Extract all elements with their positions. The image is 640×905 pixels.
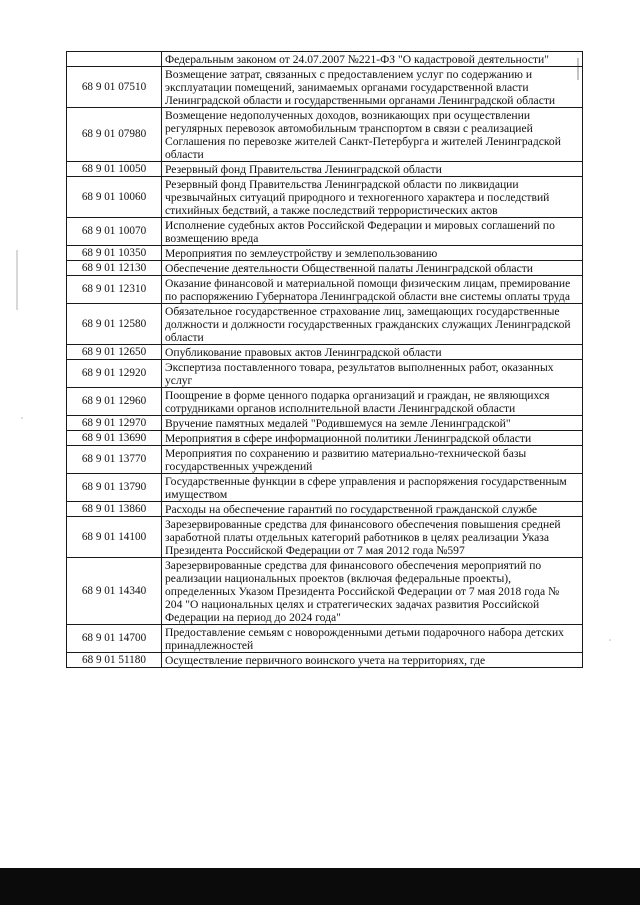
expense-description-cell: Оказание финансовой и материальной помощи физическим лицам, премирование по распоряжению Губернатора Ленинградской области вне системы оплаты труда [162, 276, 583, 304]
budget-code-table [66, 51, 583, 668]
classification-code-cell: 68 9 01 07510 [67, 67, 162, 108]
classification-code-cell: 68 9 01 13860 [67, 502, 162, 517]
classification-code-cell: 68 9 01 14700 [67, 625, 162, 653]
table-row [67, 653, 583, 668]
table-row [67, 52, 583, 67]
expense-description-cell: Поощрение в форме ценного подарка организаций и граждан, не являющихся сотрудниками органов исполнительной власти Ленинградской области [162, 388, 583, 416]
table-row [67, 625, 583, 653]
classification-code-cell: 68 9 01 10050 [67, 162, 162, 177]
expense-description-cell: Вручение памятных медалей "Родившемуся на земле Ленинградской" [162, 416, 583, 431]
expense-description-cell: Осуществление первичного воинского учета на территориях, где [162, 653, 583, 668]
table-row [67, 246, 583, 261]
expense-description-cell: Обязательное государственное страхование лиц, замещающих государственные должности и должности государственных гражданских служащих Ленинградской области [162, 304, 583, 345]
classification-code-cell: 68 9 01 13770 [67, 446, 162, 474]
table-row [67, 261, 583, 276]
table-row [67, 558, 583, 625]
table-row [67, 474, 583, 502]
classification-code-cell: 68 9 01 10070 [67, 218, 162, 246]
table-row [67, 416, 583, 431]
table-row [67, 431, 583, 446]
expense-description-cell: Обеспечение деятельности Общественной палаты Ленинградской области [162, 261, 583, 276]
classification-code-cell: 68 9 01 13790 [67, 474, 162, 502]
classification-code-cell: 68 9 01 12970 [67, 416, 162, 431]
scan-edge-mark [16, 250, 18, 310]
classification-code-cell: 68 9 01 13690 [67, 431, 162, 446]
classification-code-cell: 68 9 01 07980 [67, 108, 162, 162]
expense-description-cell: Резервный фонд Правительства Ленинградской области [162, 162, 583, 177]
classification-code-cell: 68 9 01 12920 [67, 360, 162, 388]
table-row [67, 345, 583, 360]
expense-description-cell: Предоставление семьям с новорожденными детьми подарочного набора детских принадлежностей [162, 625, 583, 653]
classification-code-cell: 68 9 01 14340 [67, 558, 162, 625]
classification-code-cell: 68 9 01 10350 [67, 246, 162, 261]
expense-description-cell: Возмещение затрат, связанных с предоставлением услуг по содержанию и эксплуатации помещений, занимаемых органами государственной власти Ленинградской области и государственными органами Ленинградской области [162, 67, 583, 108]
table-row [67, 67, 583, 108]
classification-code-cell [67, 52, 162, 67]
table-row [67, 446, 583, 474]
expense-description-cell: Возмещение недополученных доходов, возникающих при осуществлении регулярных перевозок автомобильным транспортом в связи с реализацией Соглашения по перевозке жителей Санкт-Петербурга и жителей Ленинградской области [162, 108, 583, 162]
scan-bottom-border [0, 868, 640, 905]
table-row [67, 517, 583, 558]
table-row [67, 304, 583, 345]
table-row [67, 388, 583, 416]
expense-description-cell: Федеральным законом от 24.07.2007 №221-ФЗ "О кадастровой деятельности" [162, 52, 583, 67]
expense-description-cell: Государственные функции в сфере управления и распоряжения государственным имуществом [162, 474, 583, 502]
classification-code-cell: 68 9 01 14100 [67, 517, 162, 558]
table-row [67, 360, 583, 388]
expense-description-cell: Опубликование правовых актов Ленинградской области [162, 345, 583, 360]
expense-description-cell: Исполнение судебных актов Российской Федерации и мировых соглашений по возмещению вреда [162, 218, 583, 246]
table-row [67, 177, 583, 218]
expense-description-cell: Экспертиза поставленного товара, результатов выполненных работ, оказанных услуг [162, 360, 583, 388]
expense-description-cell: Зарезервированные средства для финансового обеспечения повышения средней заработной платы отдельных категорий работников в целях реализации Указа Президента Российской Федерации от 7 мая 2012 года №597 [162, 517, 583, 558]
classification-code-cell: 68 9 01 12650 [67, 345, 162, 360]
classification-code-cell: 68 9 01 10060 [67, 177, 162, 218]
expense-description-cell: Мероприятия по землеустройству и землепользованию [162, 246, 583, 261]
table-row [67, 502, 583, 517]
table-row [67, 218, 583, 246]
expense-description-cell: Резервный фонд Правительства Ленинградской области по ликвидации чрезвычайных ситуаций природного и техногенного характера и последствий стихийных бедствий, а также последствий террористических актов [162, 177, 583, 218]
classification-code-cell: 68 9 01 12310 [67, 276, 162, 304]
classification-code-cell: 68 9 01 12580 [67, 304, 162, 345]
classification-code-cell: 68 9 01 12130 [67, 261, 162, 276]
expense-description-cell: Мероприятия в сфере информационной политики Ленинградской области [162, 431, 583, 446]
expense-description-cell: Зарезервированные средства для финансового обеспечения мероприятий по реализации национальных проектов (включая федеральные проекты), определенных Указом Президента Российской Федерации от 7 мая 2018 года № 204 "О национальных целях и стратегических задачах развития Российской Федерации на период до 2024 года" [162, 558, 583, 625]
table-row [67, 276, 583, 304]
classification-code-cell: 68 9 01 12960 [67, 388, 162, 416]
expense-description-cell: Мероприятия по сохранению и развитию материально-технической базы государственных учреждений [162, 446, 583, 474]
expense-description-cell: Расходы на обеспечение гарантий по государственной гражданской службе [162, 502, 583, 517]
classification-code-cell: 68 9 01 51180 [67, 653, 162, 668]
table-row [67, 108, 583, 162]
table-row [67, 162, 583, 177]
